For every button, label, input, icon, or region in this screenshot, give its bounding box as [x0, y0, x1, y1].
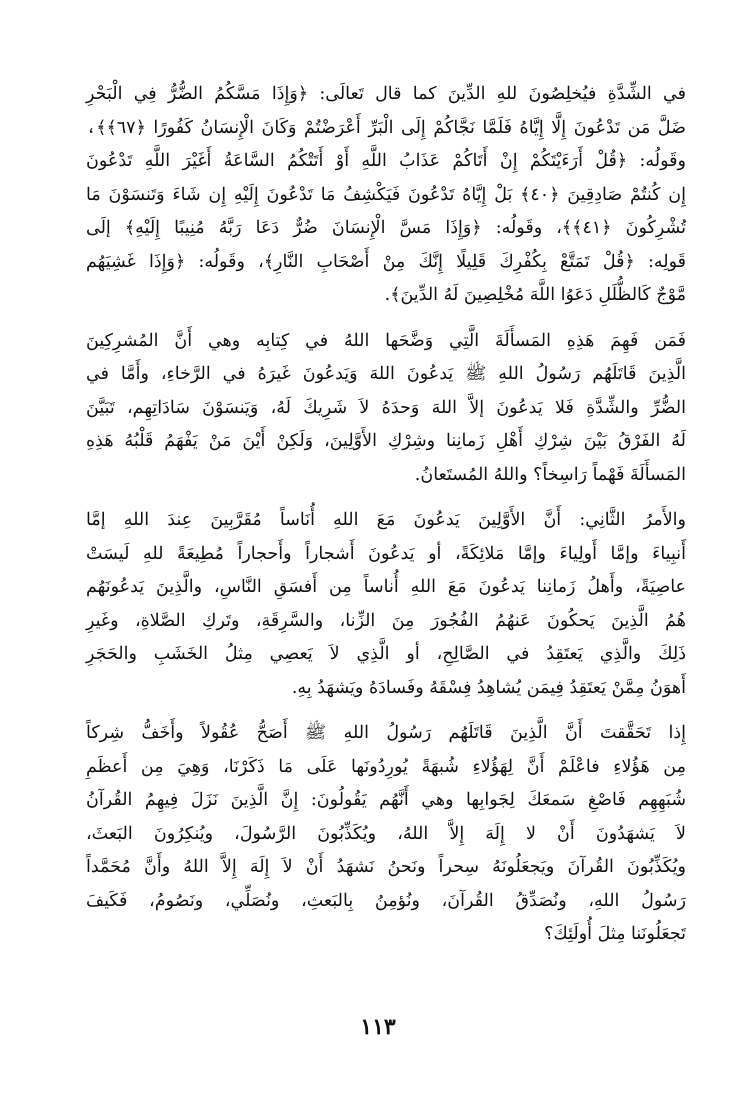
text-line: تُشْرِكُونَ ﴿٤١﴾﴾، وقَولُه: ﴿وَإِذَا مَسَّ الْإِنسَانَ ضُرٌّ دَعَا رَبَّهُ مُنِيبًا إِلَيْهِ﴾ إلَى — [86, 218, 686, 238]
text-line: المَسأَلَةَ فَهْماً رَاسِخاً؟ واللهُ المُستَعانُ. — [414, 464, 686, 485]
text-line: لَهُ الفَرْقُ بَيْنَ شِرْكِ أَهْلِ زَمانِنا وشِرْكِ الأَوَّلِينَ، وَلَكِنْ أَيْنَ مَنْ يَفْهَمُ قَلْبُهُ هَذِهِ — [86, 431, 686, 451]
text-line: هُمُ الَّذِينَ يَحكُونَ عَنهُمُ الفُجُورَ مِنَ الزِّنا، والسَّرِقَةِ، وتَركِ الصَّلاةِ، وغَيرِ — [86, 610, 686, 631]
text-line: تَجعَلُونَنا مِثلَ أُولَئِكَ؟ — [544, 924, 686, 944]
paragraph-2 — [86, 325, 686, 493]
text-line: وقَولُه: ﴿قُلْ أَرَءَيْتَكُمْ إِنْ أَتَاكُمْ عَذَابُ اللَّهِ أَوْ أَتَتْكُمُ السَّاعَةُ أَغَيْرَ اللَّهِ تَدْعُونَ — [86, 151, 686, 171]
text-line: أَنبِياءَ وإمَّا أَولِياءَ وإمَّا مَلائِكَةً، أو يَدعُونَ أَشجاراً وأَحجاراً مُطِيعَةً للهِ لَيسَتْ — [86, 543, 686, 564]
paragraph-3 — [86, 504, 686, 705]
text-line: ذَلِكَ والَّذِي يَعتَقِدُ في الصَّالِحِ، أو الَّذِي لاَ يَعصِي مِثلُ الخَشَبِ والحَجَرِ — [86, 644, 686, 664]
text-line: قَولِه: ﴿قُلْ تَمَتَّعْ بِكُفْرِكَ قَلِيلًا إِنَّكَ مِنْ أَصْحَابِ النَّارِ﴾، وقَولُه: ﴿وَإِذَا غَشِيَهُم — [86, 251, 686, 272]
text-line: في الشِّدَّةِ فيُخلِصُونَ للهِ الدِّينَ كما قال تَعالَى: ﴿وَإِذَا مَسَّكُمُ الضُّرُّ فِي الْبَحْرِ — [86, 84, 686, 104]
text-line: الَّذِينَ قَاتَلَهُم رَسُولُ اللهِ ﷺ يَدعُونَ اللهَ وَيَدعُونَ غَيرَهُ في الرَّخاءِ، وأَمَّا في — [86, 364, 686, 384]
page-text — [86, 78, 686, 952]
text-line: ضَلَّ مَن تَدْعُونَ إِلَّا إِيَّاهُ فَلَمَّا نَجَّاكُمْ إِلَى الْبَرِّ أَعْرَضْتُمْ وَكَانَ الْإِنسَانُ كَفُورًا ﴿٦٧﴾﴾، — [86, 117, 686, 138]
text-line: الضُّرِّ والشِّدَّةِ فَلا يَدعُونَ إلاَّ اللهَ وَحدَهُ لاَ شَرِيكَ لَهُ، وَيَنسَوْنَ سَادَاتِهِم، تَبَيَّنَ — [86, 397, 686, 418]
text-line: إِن كُنتُمْ صَادِقِينَ ﴿٤٠﴾ بَلْ إِيَّاهُ تَدْعُونَ فَيَكْشِفُ مَا تَدْعُونَ إِلَيْهِ إِن شَاءَ وَتَنسَوْنَ مَا — [86, 184, 686, 205]
page-number: ١١٣ — [360, 1014, 396, 1040]
text-line: مِن هَؤُلاءِ فاعْلَمْ أَنَّ لِهَؤُلاءِ شُبهَةً يُورِدُونَها عَلَى مَا ذَكَرْنَا، وَهِيَ مِن أَعظَمِ — [86, 756, 686, 777]
text-line: مَّوْجٌ كَالظُّلَلِ دَعَوُا اللَّهَ مُخْلِصِينَ لَهُ الدِّينَ﴾. — [384, 285, 686, 305]
text-line: عاصِيَةً، وأَهلُ زَمانِنا يَدعُونَ مَعَ اللهِ أُناساً مِن أَفسَقِ النَّاسِ، والَّذِينَ يَدعُونَهُم — [86, 577, 686, 597]
text-line: إِذا تَحَقَّقتَ أَنَّ الَّذِينَ قَاتَلَهُم رَسُولُ اللهِ ﷺ أَصَحُّ عُقُولاً وأَخَفُّ شِركاً — [86, 723, 686, 743]
text-line: والأَمرُ الثَّانِي: أَنَّ الأَوَّلِينَ يَدعُونَ مَعَ اللهِ أُنَاساً مُقَرَّبِينَ عِندَ اللهِ إمَّا — [86, 510, 686, 530]
text-line: شُبَهِهِم فَاصْغِ سَمعَكَ لِجَوابِها وهي أَنَّهُم يَقُولُونَ: إِنَّ الَّذِينَ نَزَلَ فِيهِمُ القُرآنُ — [86, 790, 686, 810]
text-line: فَمَن فَهِمَ هَذِهِ المَسأَلَةَ الَّتِي وَضَّحَها اللهُ في كِتابِه وهي أَنَّ المُشرِكِينَ — [86, 330, 686, 351]
text-line: رَسُولُ اللهِ، ونُصَدِّقُ القُرآنَ، ونُؤمِنُ بِالبَعثِ، ونُصَلِّي، ونَصُومُ، فَكَيفَ — [86, 890, 686, 911]
paragraph-1 — [86, 78, 686, 313]
text-line: أَهوَنُ مِمَّنْ يَعتَقِدُ فِيمَن يُشاهِدُ فِسْقَهُ وفَسادَهُ ويَشهَدُ بِهِ. — [291, 677, 686, 698]
text-line: ويُكَذِّبُونَ القُرآنَ ويَجعَلُونَهُ سِحراً ونَحنُ نَشهَدُ أَنْ لاَ إِلَهَ إِلاَّ اللهُ وأَنَّ مُحَمَّداً — [86, 857, 686, 877]
text-line: لاَ يَشهَدُونَ أَنْ لا إِلَهَ إِلاَّ اللهُ، ويُكَذِّبُونَ الرَّسُولَ، ويُنكِرُونَ البَعثَ، — [86, 823, 686, 844]
paragraph-4 — [86, 717, 686, 952]
